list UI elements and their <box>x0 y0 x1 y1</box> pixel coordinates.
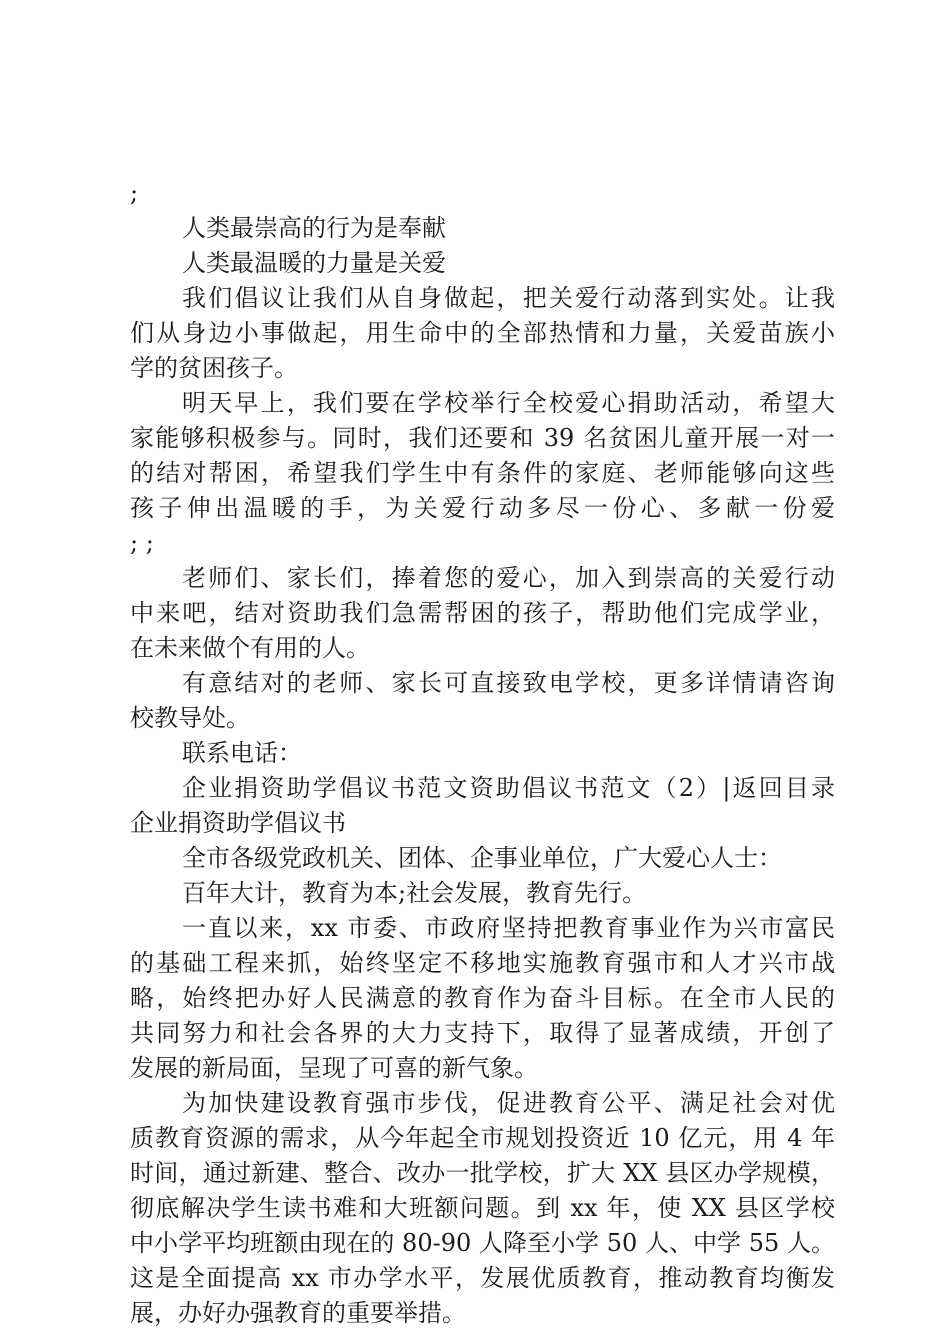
text-line: 老师们、家长们，捧着您的爱心，加入到崇高的关爱行动 <box>182 564 835 592</box>
text-line: 有意结对的老师、家长可直接致电学校，更多详情请咨询 <box>182 669 835 697</box>
text-line: 发展的新局面，呈现了可喜的新气象。 <box>130 1054 538 1082</box>
text-line: 校教导处。 <box>130 704 250 732</box>
text-line: 展，办好办强教育的重要举措。 <box>130 1299 466 1327</box>
text-line: 这是全面提高 xx 市办学水平，发展优质教育，推动教育均衡发 <box>130 1264 835 1292</box>
text-line: ; ; <box>130 529 154 557</box>
text-line: 人类最崇高的行为是奉献 <box>182 214 446 242</box>
text-line: 全市各级党政机关、团体、企事业单位，广大爱心人士： <box>182 844 782 872</box>
document-body <box>130 176 835 1331</box>
text-line: 中来吧，结对资助我们急需帮困的孩子，帮助他们完成学业， <box>130 599 835 627</box>
text-line: 的基础工程来抓，始终坚定不移地实施教育强市和人才兴市战 <box>130 949 835 977</box>
text-line: 家能够积极参与。同时，我们还要和 39 名贫困儿童开展一对一 <box>130 424 835 452</box>
text-line: 学的贫困孩子。 <box>130 354 298 382</box>
text-line: 我们倡议让我们从自身做起，把关爱行动落到实处。让我 <box>182 284 835 312</box>
text-line: 在未来做个有用的人。 <box>130 634 370 662</box>
text-line: 共同努力和社会各界的大力支持下，取得了显著成绩，开创了 <box>130 1019 835 1047</box>
text-line: 人类最温暖的力量是关爱 <box>182 249 446 277</box>
text-line: 企业捐资助学倡议书 <box>130 809 346 837</box>
text-line: 彻底解决学生读书难和大班额问题。到 xx 年，使 XX 县区学校 <box>130 1194 835 1222</box>
text-line: 企业捐资助学倡议书范文资助倡议书范文（2）|返回目录 <box>182 774 835 802</box>
text-line: 中小学平均班额由现在的 80-90 人降至小学 50 人、中学 55 人。 <box>130 1229 835 1257</box>
text-line: 的结对帮困，希望我们学生中有条件的家庭、老师能够向这些 <box>130 459 835 487</box>
text-line: 略，始终把办好人民满意的教育作为奋斗目标。在全市人民的 <box>130 984 835 1012</box>
text-line: 们从身边小事做起，用生命中的全部热情和力量，关爱苗族小 <box>130 319 835 347</box>
text-line: ; <box>130 179 139 207</box>
text-line: 为加快建设教育强市步伐，促进教育公平、满足社会对优 <box>182 1089 835 1117</box>
text-line: 孩子伸出温暖的手，为关爱行动多尽一份心、多献一份爱 <box>130 494 835 522</box>
text-line: 明天早上，我们要在学校举行全校爱心捐助活动，希望大 <box>182 389 835 417</box>
text-line: 时间，通过新建、整合、改办一批学校，扩大 XX 县区办学规模， <box>130 1159 835 1187</box>
text-line: 一直以来，xx 市委、市政府坚持把教育事业作为兴市富民 <box>182 914 835 942</box>
text-line: 联系电话： <box>182 739 302 767</box>
text-line: 百年大计，教育为本;社会发展，教育先行。 <box>182 879 647 907</box>
text-line: 质教育资源的需求，从今年起全市规划投资近 10 亿元，用 4 年 <box>130 1124 835 1152</box>
